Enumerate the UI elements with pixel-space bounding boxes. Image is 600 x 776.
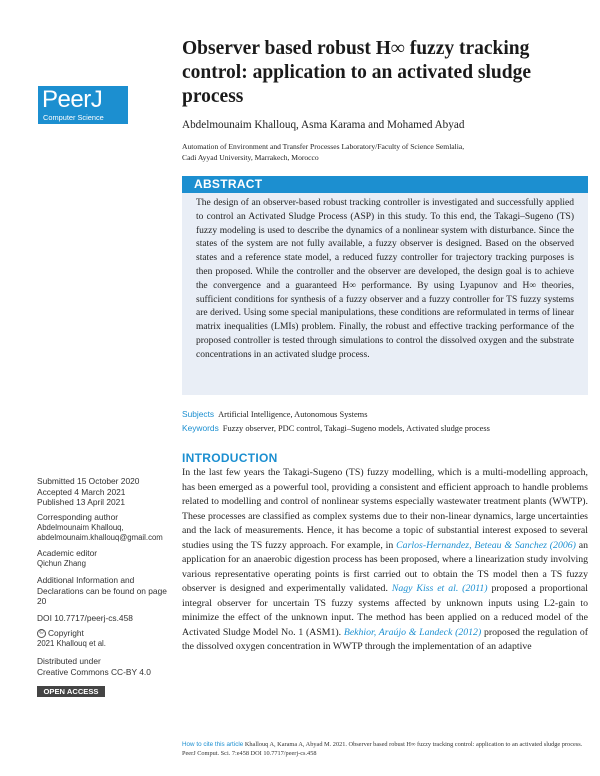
- license-value[interactable]: Creative Commons CC-BY 4.0: [37, 666, 151, 677]
- paper-authors: Abdelmounaim Khallouq, Asma Karama and Mohamed Abyad: [182, 119, 465, 131]
- keywords-value: Fuzzy observer, PDC control, Takagi–Sugeno models, Activated sludge process: [222, 424, 490, 433]
- subjects-label: Subjects: [182, 409, 215, 419]
- keywords-line: [182, 423, 588, 433]
- affiliation-line-1: Automation of Environment and Transfer Processes Laboratory/Faculty of Science Semlalia,: [182, 142, 465, 151]
- ref-bekhior[interactable]: Bekhior, Araújo & Landeck (2012): [343, 626, 482, 638]
- ref-carlos-hernandez[interactable]: Carlos-Hernandez, Beteau & Sanchez (2006): [396, 539, 576, 551]
- abstract-text: The design of an observer-based robust tracking controller is investigated and successfully applied to control an Activated Sludge Process (ASP) in this study. To this end, the Takagi–Sugeno (TS) fuzzy modeling is used to describe the dynamics of a nonlinear system with disturbance. Since the states of the system are not fully available, a fuzzy observer is designed. Based on the observed states and a reference state model, a reduced fuzzy controller for trajectory tracking purposes is then proposed. While the controller and the observer are developed, the design goal is to achieve the convergence and a guaranteed H∞ performance. By using Lyapunov and H∞ theories, sufficient conditions for synthesis of a fuzzy observer and a fuzzy controller for TS fuzzy systems are derived. Using some special manipulations, these conditions are reformulated in terms of linear matrix inequalities (LMIs) problem. Finally, the robust and effective tracking performance of the proposed controller is tested through simulations to control the dissolved oxygen and the substrate concentrations in an activated sludge process.: [196, 198, 574, 360]
- accepted-date: Accepted 4 March 2021: [37, 486, 126, 497]
- corresponding-email[interactable]: abdelmounaim.khallouq@gmail.com: [37, 533, 163, 542]
- intro-part-1: In the last few years the Takagi-Sugeno (TS) fuzzy modelling, which is a multi-modelling approach, has been emerged as a powerful tool, providing a consistent and efficient approach to handle problems related to modelling and control of nonlinear systems especially wastewater treatment plants (WWTP). These processes are classified as complex systems due to their non-linear dynamics, large uncertainties and the lack of measurements. Hence, it has become a topic of substantial interest exposed to several studies using the TS fuzzy approach. For example, in: [182, 467, 588, 551]
- subjects-value: Artificial Intelligence, Autonomous Systems: [218, 410, 368, 419]
- introduction-text: [182, 466, 588, 655]
- keywords-label: Keywords: [182, 423, 219, 433]
- journal-logo: [38, 86, 128, 124]
- additional-info: Additional Information and Declarations can be found on page 20: [37, 575, 167, 606]
- open-access-badge: OPEN ACCESS: [37, 686, 105, 697]
- intro-part-3: proposed a proportional integral observer for uncertain TS fuzzy systems affected by unknown inputs using L2-gain to minimize the effect of the unknown input. The method has been applied on a reduced model of the Activated Sludge Model No. 1 (ASM1).: [182, 583, 589, 638]
- citation-footer: [182, 740, 588, 758]
- ref-nagy-kiss[interactable]: Nagy Kiss et al. (2011): [391, 583, 488, 594]
- intro-part-2: an application for an anaerobic digestion process has been proposed, where a linearization study involving various representative operating points is first carried out to obtain the TS model then a TS fuzzy observer is designed and experimentally validated.: [182, 539, 588, 594]
- abstract-box: [182, 193, 588, 395]
- affiliation-line-2: Cadi Ayyad University, Marrakech, Morocco: [182, 153, 319, 162]
- copyright-value: 2021 Khallouq et al.: [37, 638, 106, 648]
- copyright-block: [37, 628, 172, 649]
- citation-text: Khallouq A, Karama A, Abyad M. 2021. Observer based robust H∞ fuzzy tracking control: application to an activated sludge process. PeerJ Comput. Sci. 7:e458 DOI 10.7717/peerj-cs.458: [182, 741, 583, 757]
- editor-label: Academic editor: [37, 548, 98, 558]
- license-label: Distributed under: [37, 656, 101, 666]
- editor-name: Qichun Zhang: [37, 558, 86, 568]
- corresponding-label: Corresponding author: [37, 512, 119, 522]
- published-date: Published 13 April 2021: [37, 497, 126, 507]
- corresponding-block: [37, 512, 172, 544]
- intro-part-4: proposed the regulation of the dissolved oxygen concentration in WWTP through the implementation of an adaptive: [182, 626, 589, 652]
- paper-title: Observer based robust H∞ fuzzy tracking control: application to an activated sludge process: [182, 38, 532, 107]
- subjects-line: [182, 409, 588, 419]
- submitted-date: Submitted 15 October 2020: [37, 476, 140, 486]
- copyright-label: Copyright: [48, 628, 84, 638]
- corresponding-name: Abdelmounaim Khallouq,: [37, 522, 124, 532]
- citation-label: How to cite this article: [182, 741, 244, 748]
- dates-block: [37, 476, 172, 508]
- license-block: [37, 656, 172, 677]
- introduction-heading: INTRODUCTION: [182, 451, 278, 465]
- logo-name: PeerJ: [42, 86, 103, 113]
- doi[interactable]: DOI 10.7717/peerj-cs.458: [37, 613, 133, 623]
- logo-subtitle: Computer Science: [43, 113, 104, 122]
- copyright-icon: ©: [37, 629, 46, 638]
- abstract-heading: ABSTRACT: [182, 176, 588, 193]
- editor-block: [37, 548, 172, 569]
- paper-affiliation: [182, 141, 582, 163]
